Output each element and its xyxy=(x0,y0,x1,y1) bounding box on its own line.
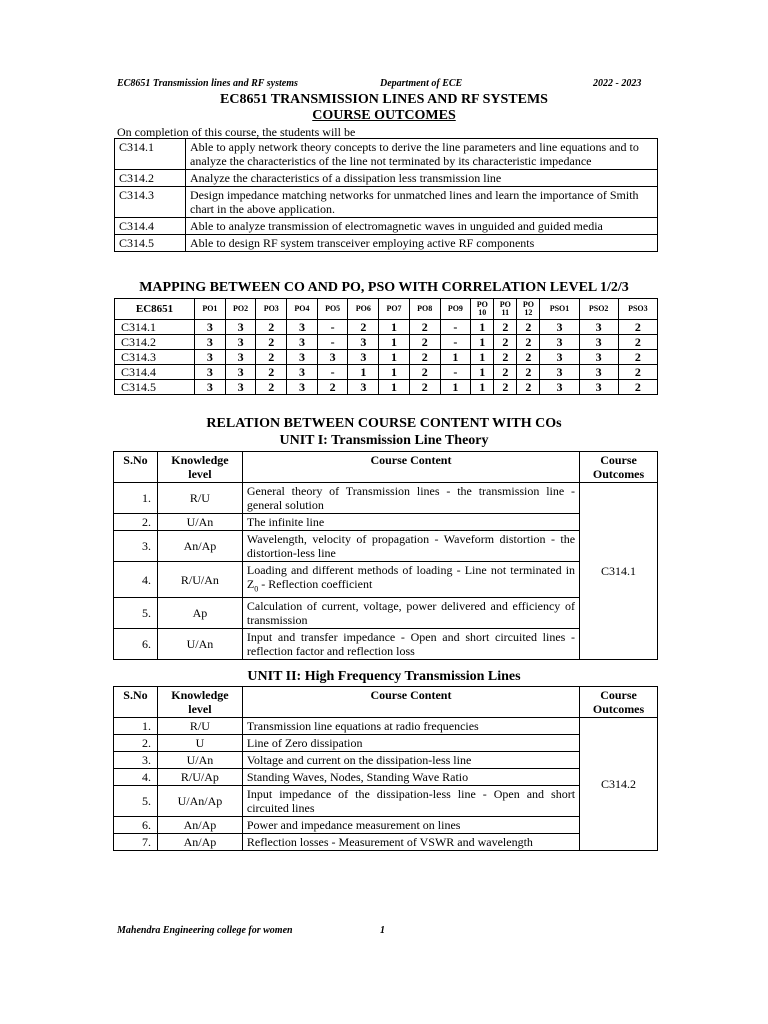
course-content: General theory of Transmission lines - the transmission line - general solution xyxy=(242,483,579,514)
course-content: Reflection losses - Measurement of VSWR and wavelength xyxy=(242,834,579,851)
knowledge-level: U/An xyxy=(157,752,242,769)
correlation-cell: 3 xyxy=(225,350,256,365)
row-sno: 7. xyxy=(114,834,158,851)
knowledge-level: R/U/Ap xyxy=(157,769,242,786)
correlation-cell: 2 xyxy=(409,380,440,395)
table-row xyxy=(115,320,658,335)
knowledge-level: An/Ap xyxy=(157,531,242,562)
knowledge-level: U xyxy=(157,735,242,752)
mapping-column-header: PO5 xyxy=(317,299,348,320)
correlation-cell: 1 xyxy=(379,365,410,380)
mapping-column-header: PO9 xyxy=(440,299,471,320)
correlation-cell: 2 xyxy=(494,380,517,395)
table-row xyxy=(114,786,658,817)
document-title: EC8651 TRANSMISSION LINES AND RF SYSTEMS xyxy=(220,92,548,107)
row-sno: 2. xyxy=(114,735,158,752)
table-row xyxy=(114,629,658,660)
correlation-cell: 2 xyxy=(494,335,517,350)
mapping-title: MAPPING BETWEEN CO AND PO, PSO WITH CORRELATION LEVEL 1/2/3 xyxy=(139,280,629,295)
outcome-description: Able to apply network theory concepts to derive the line parameters and line equations and to analyze the characteristics of the line not terminated by its characteristic impedance xyxy=(186,139,658,170)
row-sno: 6. xyxy=(114,817,158,834)
knowledge-level: An/Ap xyxy=(157,817,242,834)
correlation-cell: 3 xyxy=(225,320,256,335)
correlation-cell: 3 xyxy=(287,320,318,335)
correlation-cell: 3 xyxy=(225,380,256,395)
knowledge-level: U/An/Ap xyxy=(157,786,242,817)
outcome-code: C314.5 xyxy=(115,380,195,395)
table-row xyxy=(115,187,658,218)
correlation-cell: 3 xyxy=(540,365,579,380)
correlation-cell: 2 xyxy=(618,335,657,350)
correlation-cell: 3 xyxy=(579,380,618,395)
correlation-cell: 2 xyxy=(409,320,440,335)
course-content: Input and transfer impedance - Open and short circuited lines - reflection factor and reflection loss xyxy=(242,629,579,660)
correlation-cell: 2 xyxy=(256,335,287,350)
correlation-cell: 3 xyxy=(579,335,618,350)
co-po-mapping-table xyxy=(114,298,658,395)
row-sno: 6. xyxy=(114,629,158,660)
row-sno: 1. xyxy=(114,718,158,735)
correlation-cell: 2 xyxy=(618,365,657,380)
outcomes-header: Course Outcomes xyxy=(580,687,658,718)
correlation-cell: 3 xyxy=(195,365,226,380)
table-row xyxy=(114,752,658,769)
table-row xyxy=(114,531,658,562)
table-row xyxy=(115,235,658,252)
correlation-cell: 2 xyxy=(256,320,287,335)
correlation-cell: 1 xyxy=(348,365,379,380)
outcome-description: Analyze the characteristics of a dissipation less transmission line xyxy=(186,170,658,187)
correlation-cell: 3 xyxy=(287,335,318,350)
correlation-cell: 2 xyxy=(348,320,379,335)
course-content: Standing Waves, Nodes, Standing Wave Ratio xyxy=(242,769,579,786)
correlation-cell: 1 xyxy=(379,320,410,335)
row-sno: 3. xyxy=(114,752,158,769)
correlation-cell: 2 xyxy=(517,380,540,395)
correlation-cell: 1 xyxy=(471,350,494,365)
table-row xyxy=(114,834,658,851)
course-content: Line of Zero dissipation xyxy=(242,735,579,752)
relation-title: RELATION BETWEEN COURSE CONTENT WITH COs xyxy=(206,416,562,431)
correlation-cell: - xyxy=(317,365,348,380)
correlation-cell: 2 xyxy=(517,320,540,335)
mapping-column-header: PO3 xyxy=(256,299,287,320)
mapping-column-header: PO7 xyxy=(379,299,410,320)
course-content: The infinite line xyxy=(242,514,579,531)
outcome-description: Able to design RF system transceiver employing active RF components xyxy=(186,235,658,252)
table-row xyxy=(114,514,658,531)
correlation-cell: 3 xyxy=(348,380,379,395)
mapping-column-header: PO2 xyxy=(225,299,256,320)
correlation-cell: 3 xyxy=(225,335,256,350)
correlation-cell: 2 xyxy=(409,350,440,365)
knowledge-header: Knowledge level xyxy=(157,687,242,718)
outcome-code: C314.3 xyxy=(115,187,186,218)
outcome-description: Able to analyze transmission of electromagnetic waves in unguided and guided media xyxy=(186,218,658,235)
correlation-cell: 3 xyxy=(287,380,318,395)
course-content: Calculation of current, voltage, power delivered and efficiency of transmission xyxy=(242,598,579,629)
mapping-column-header: PSO2 xyxy=(579,299,618,320)
table-row xyxy=(114,483,658,514)
mapping-column-header: PO1 xyxy=(195,299,226,320)
unit1-title: UNIT I: Transmission Line Theory xyxy=(279,433,489,448)
section-heading xyxy=(0,108,768,124)
course-content: Input impedance of the dissipation-less line - Open and short circuited lines xyxy=(242,786,579,817)
correlation-cell: 3 xyxy=(195,320,226,335)
table-row xyxy=(114,718,658,735)
correlation-cell: 2 xyxy=(494,350,517,365)
correlation-cell: 2 xyxy=(517,335,540,350)
correlation-cell: 3 xyxy=(540,335,579,350)
table-row xyxy=(114,735,658,752)
course-content: Power and impedance measurement on lines xyxy=(242,817,579,834)
correlation-cell: 2 xyxy=(409,365,440,380)
correlation-cell: - xyxy=(440,365,471,380)
content-header: Course Content xyxy=(242,452,579,483)
course-content: Transmission line equations at radio frequencies xyxy=(242,718,579,735)
correlation-cell: 1 xyxy=(471,365,494,380)
correlation-cell: 2 xyxy=(256,380,287,395)
row-sno: 2. xyxy=(114,514,158,531)
row-sno: 5. xyxy=(114,598,158,629)
correlation-cell: 3 xyxy=(540,320,579,335)
correlation-cell: 2 xyxy=(256,365,287,380)
correlation-cell: 1 xyxy=(379,350,410,365)
correlation-cell: 3 xyxy=(540,350,579,365)
correlation-cell: 1 xyxy=(471,335,494,350)
knowledge-level: R/U xyxy=(157,483,242,514)
knowledge-level: U/An xyxy=(157,629,242,660)
correlation-cell: 3 xyxy=(540,380,579,395)
row-sno: 4. xyxy=(114,769,158,786)
row-sno: 3. xyxy=(114,531,158,562)
table-row xyxy=(115,350,658,365)
header-course: EC8651 Transmission lines and RF systems xyxy=(117,78,298,89)
correlation-cell: 3 xyxy=(348,350,379,365)
table-row xyxy=(114,598,658,629)
mapping-column-header: PO4 xyxy=(287,299,318,320)
outcome-description: Design impedance matching networks for unmatched lines and learn the importance of Smith chart in the above application. xyxy=(186,187,658,218)
correlation-cell: 3 xyxy=(195,380,226,395)
correlation-cell: 3 xyxy=(579,350,618,365)
correlation-cell: - xyxy=(317,335,348,350)
course-outcome: C314.1 xyxy=(580,483,658,660)
correlation-cell: 1 xyxy=(440,380,471,395)
unit2-table xyxy=(113,686,658,851)
outcome-code: C314.2 xyxy=(115,335,195,350)
knowledge-level: R/U/An xyxy=(157,562,242,598)
table-row xyxy=(115,380,658,395)
unit1-table xyxy=(113,451,658,660)
mapping-column-header: PO 10 xyxy=(471,299,494,320)
correlation-cell: 1 xyxy=(440,350,471,365)
content-header: Course Content xyxy=(242,687,579,718)
mapping-column-header: PO 11 xyxy=(494,299,517,320)
outcome-code: C314.2 xyxy=(115,170,186,187)
course-content: Wavelength, velocity of propagation - Waveform distortion - the distortion-less line xyxy=(242,531,579,562)
table-row xyxy=(115,139,658,170)
correlation-cell: 1 xyxy=(379,380,410,395)
correlation-cell: 3 xyxy=(287,365,318,380)
knowledge-level: An/Ap xyxy=(157,834,242,851)
mapping-column-header: PO8 xyxy=(409,299,440,320)
mapping-column-header: PO 12 xyxy=(517,299,540,320)
course-content: Loading and different methods of loading - Line not terminated in $Z_0$ - Reflection coefficient xyxy=(242,562,579,598)
correlation-cell: 3 xyxy=(195,335,226,350)
correlation-cell: 3 xyxy=(579,320,618,335)
table-row xyxy=(114,562,658,598)
header-department: Department of ECE xyxy=(380,78,463,89)
correlation-cell: - xyxy=(440,335,471,350)
course-outcome: C314.2 xyxy=(580,718,658,851)
correlation-cell: 2 xyxy=(494,365,517,380)
knowledge-header: Knowledge level xyxy=(157,452,242,483)
correlation-cell: - xyxy=(317,320,348,335)
table-row xyxy=(115,335,658,350)
course-content: Voltage and current on the dissipation-less line xyxy=(242,752,579,769)
correlation-cell: 2 xyxy=(317,380,348,395)
page-header xyxy=(117,78,647,92)
outcome-code: C314.3 xyxy=(115,350,195,365)
mapping-column-header: PO6 xyxy=(348,299,379,320)
row-sno: 1. xyxy=(114,483,158,514)
unit2-title: UNIT II: High Frequency Transmission Lines xyxy=(247,669,521,684)
correlation-cell: 1 xyxy=(471,320,494,335)
table-row xyxy=(115,218,658,235)
outcome-code: C314.4 xyxy=(115,365,195,380)
correlation-cell: 2 xyxy=(618,380,657,395)
intro-text: On completion of this course, the students will be xyxy=(117,125,356,139)
row-sno: 4. xyxy=(114,562,158,598)
course-outcomes-heading: COURSE OUTCOMES xyxy=(312,108,456,123)
course-outcomes-table xyxy=(114,138,658,252)
outcome-code: C314.5 xyxy=(115,235,186,252)
table-row xyxy=(115,170,658,187)
table-row xyxy=(114,817,658,834)
correlation-cell: - xyxy=(440,320,471,335)
correlation-cell: 1 xyxy=(379,335,410,350)
outcome-code: C314.1 xyxy=(115,139,186,170)
row-sno: 5. xyxy=(114,786,158,817)
outcome-code: C314.4 xyxy=(115,218,186,235)
knowledge-level: U/An xyxy=(157,514,242,531)
mapping-column-header: EC8651 xyxy=(115,299,195,320)
correlation-cell: 3 xyxy=(225,365,256,380)
correlation-cell: 2 xyxy=(618,320,657,335)
correlation-cell: 2 xyxy=(618,350,657,365)
correlation-cell: 3 xyxy=(579,365,618,380)
correlation-cell: 3 xyxy=(287,350,318,365)
outcomes-header: Course Outcomes xyxy=(580,452,658,483)
correlation-cell: 3 xyxy=(195,350,226,365)
footer-college: Mahendra Engineering college for women xyxy=(117,925,293,936)
correlation-cell: 3 xyxy=(348,335,379,350)
correlation-cell: 1 xyxy=(471,380,494,395)
correlation-cell: 3 xyxy=(317,350,348,365)
correlation-cell: 2 xyxy=(494,320,517,335)
mapping-column-header: PSO3 xyxy=(618,299,657,320)
outcome-code: C314.1 xyxy=(115,320,195,335)
sno-header: S.No xyxy=(114,687,158,718)
page-number: 1 xyxy=(380,925,385,936)
knowledge-level: R/U xyxy=(157,718,242,735)
correlation-cell: 2 xyxy=(256,350,287,365)
correlation-cell: 2 xyxy=(517,350,540,365)
header-year: 2022 - 2023 xyxy=(593,78,642,89)
correlation-cell: 2 xyxy=(409,335,440,350)
correlation-cell: 2 xyxy=(517,365,540,380)
knowledge-level: Ap xyxy=(157,598,242,629)
sno-header: S.No xyxy=(114,452,158,483)
mapping-column-header: PSO1 xyxy=(540,299,579,320)
table-row xyxy=(115,365,658,380)
table-row xyxy=(114,769,658,786)
